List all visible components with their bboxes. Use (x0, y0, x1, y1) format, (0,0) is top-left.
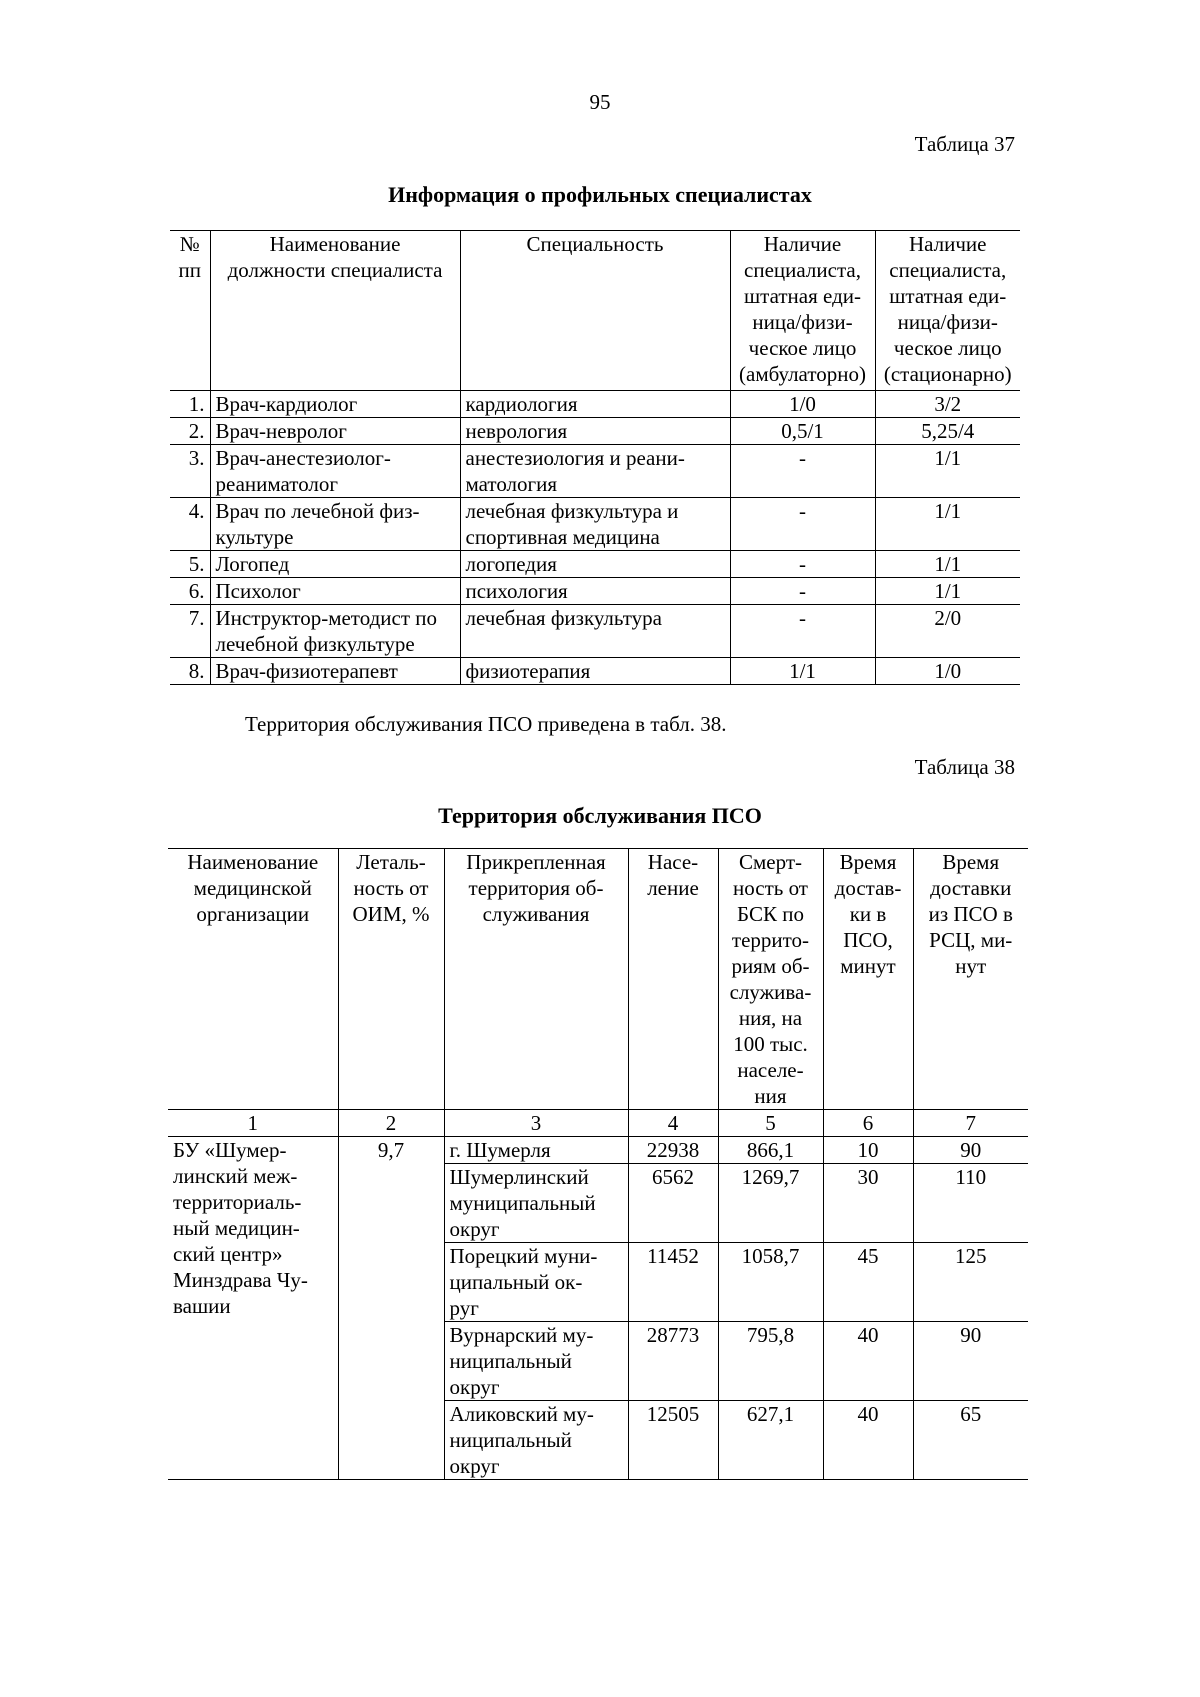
table-row (170, 578, 1020, 605)
inpatient-cell: 1/1 (875, 498, 1020, 551)
specialty-cell: физиотерапия (460, 658, 730, 685)
table-header-row (170, 231, 1020, 391)
header-mortality: Смерт- ность от БСК по террито- риям об- служива- ния, на 100 тыс. населе- ния (718, 849, 823, 1110)
inpatient-cell: 1/1 (875, 578, 1020, 605)
time-to-rsc-cell: 65 (913, 1401, 1028, 1480)
position-cell: Врач-анестезиолог- реаниматолог (210, 445, 460, 498)
population-cell: 28773 (628, 1322, 718, 1401)
header-ambulatory: Наличие специалиста, штатная еди- ница/физи- ческое лицо (амбулаторно) (730, 231, 875, 391)
header-position: Наименование должности специалиста (210, 231, 460, 391)
table-row (170, 551, 1020, 578)
row-number: 7. (170, 605, 210, 658)
specialty-cell: неврология (460, 418, 730, 445)
lethality-cell: 9,7 (338, 1137, 444, 1480)
column-number: 7 (913, 1110, 1028, 1137)
row-number: 6. (170, 578, 210, 605)
time-to-pso-cell: 30 (823, 1164, 913, 1243)
inpatient-cell: 5,25/4 (875, 418, 1020, 445)
position-cell: Врач-невролог (210, 418, 460, 445)
table-row (168, 1137, 1028, 1164)
specialty-cell: анестезиология и реани- матология (460, 445, 730, 498)
organization-cell: БУ «Шумер- линский меж- территориаль- ный медицин- ский центр» Минздрава Чу- вашии (168, 1137, 338, 1480)
time-to-rsc-cell: 110 (913, 1164, 1028, 1243)
territory-cell: Аликовский му- ниципальный округ (444, 1401, 628, 1480)
header-time-to-pso: Время достав- ки в ПСО, минут (823, 849, 913, 1110)
mortality-cell: 1269,7 (718, 1164, 823, 1243)
time-to-pso-cell: 40 (823, 1401, 913, 1480)
inpatient-cell: 3/2 (875, 391, 1020, 418)
table-37-title: Информация о профильных специалистах (388, 182, 812, 207)
time-to-pso-cell: 40 (823, 1322, 913, 1401)
table-38-title: Территория обслуживания ПСО (438, 803, 762, 828)
time-to-pso-cell: 10 (823, 1137, 913, 1164)
ambulatory-cell: - (730, 578, 875, 605)
header-organization: Наименование медицинской организации (168, 849, 338, 1110)
service-territory-table (168, 848, 1028, 1480)
specialists-table (170, 230, 1020, 685)
position-cell: Логопед (210, 551, 460, 578)
row-number: 8. (170, 658, 210, 685)
specialty-cell: логопедия (460, 551, 730, 578)
mortality-cell: 795,8 (718, 1322, 823, 1401)
column-number: 1 (168, 1110, 338, 1137)
mortality-cell: 1058,7 (718, 1243, 823, 1322)
ambulatory-cell: 1/0 (730, 391, 875, 418)
specialty-cell: лечебная физкультура (460, 605, 730, 658)
ambulatory-cell: 1/1 (730, 658, 875, 685)
position-cell: Инструктор-методист по лечебной физкультуре (210, 605, 460, 658)
table-row (170, 391, 1020, 418)
time-to-pso-cell: 45 (823, 1243, 913, 1322)
header-specialty: Специальность (460, 231, 730, 391)
column-number: 3 (444, 1110, 628, 1137)
specialty-cell: лечебная физкультура и спортивная медицина (460, 498, 730, 551)
time-to-rsc-cell: 90 (913, 1322, 1028, 1401)
ambulatory-cell: - (730, 551, 875, 578)
table-header-row (168, 849, 1028, 1110)
position-cell: Врач по лечебной физ- культуре (210, 498, 460, 551)
row-number: 4. (170, 498, 210, 551)
ambulatory-cell: - (730, 498, 875, 551)
time-to-rsc-cell: 90 (913, 1137, 1028, 1164)
paragraph: Территория обслуживания ПСО приведена в табл. 38. (245, 712, 727, 736)
position-cell: Психолог (210, 578, 460, 605)
table-37-label: Таблица 37 (914, 132, 1015, 156)
ambulatory-cell: - (730, 445, 875, 498)
mortality-cell: 866,1 (718, 1137, 823, 1164)
column-number: 2 (338, 1110, 444, 1137)
mortality-cell: 627,1 (718, 1401, 823, 1480)
population-cell: 22938 (628, 1137, 718, 1164)
ambulatory-cell: 0,5/1 (730, 418, 875, 445)
column-number: 4 (628, 1110, 718, 1137)
specialty-cell: кардиология (460, 391, 730, 418)
header-territory: Прикрепленная территория об- служивания (444, 849, 628, 1110)
position-cell: Врач-кардиолог (210, 391, 460, 418)
table-38-label: Таблица 38 (914, 755, 1015, 779)
header-inpatient: Наличие специалиста, штатная еди- ница/физи- ческое лицо (стационарно) (875, 231, 1020, 391)
table-row (170, 498, 1020, 551)
column-number: 6 (823, 1110, 913, 1137)
row-number: 2. (170, 418, 210, 445)
row-number: 5. (170, 551, 210, 578)
position-cell: Врач-физиотерапевт (210, 658, 460, 685)
page-number: 95 (589, 90, 611, 114)
population-cell: 6562 (628, 1164, 718, 1243)
header-population: Насе- ление (628, 849, 718, 1110)
table-row (170, 658, 1020, 685)
territory-cell: Вурнарский му- ниципальный округ (444, 1322, 628, 1401)
specialty-cell: психология (460, 578, 730, 605)
inpatient-cell: 2/0 (875, 605, 1020, 658)
territory-cell: Шумерлинский муниципальный округ (444, 1164, 628, 1243)
inpatient-cell: 1/0 (875, 658, 1020, 685)
row-number: 3. (170, 445, 210, 498)
row-number: 1. (170, 391, 210, 418)
inpatient-cell: 1/1 (875, 551, 1020, 578)
time-to-rsc-cell: 125 (913, 1243, 1028, 1322)
ambulatory-cell: - (730, 605, 875, 658)
header-time-to-rsc: Время доставки из ПСО в РСЦ, ми- нут (913, 849, 1028, 1110)
table-row (170, 418, 1020, 445)
inpatient-cell: 1/1 (875, 445, 1020, 498)
header-number: № пп (170, 231, 210, 391)
column-number-row (168, 1110, 1028, 1137)
table-row (170, 445, 1020, 498)
header-lethality: Леталь- ность от ОИМ, % (338, 849, 444, 1110)
territory-cell: Порецкий муни- ципальный ок- руг (444, 1243, 628, 1322)
column-number: 5 (718, 1110, 823, 1137)
table-row (170, 605, 1020, 658)
population-cell: 12505 (628, 1401, 718, 1480)
territory-cell: г. Шумерля (444, 1137, 628, 1164)
population-cell: 11452 (628, 1243, 718, 1322)
